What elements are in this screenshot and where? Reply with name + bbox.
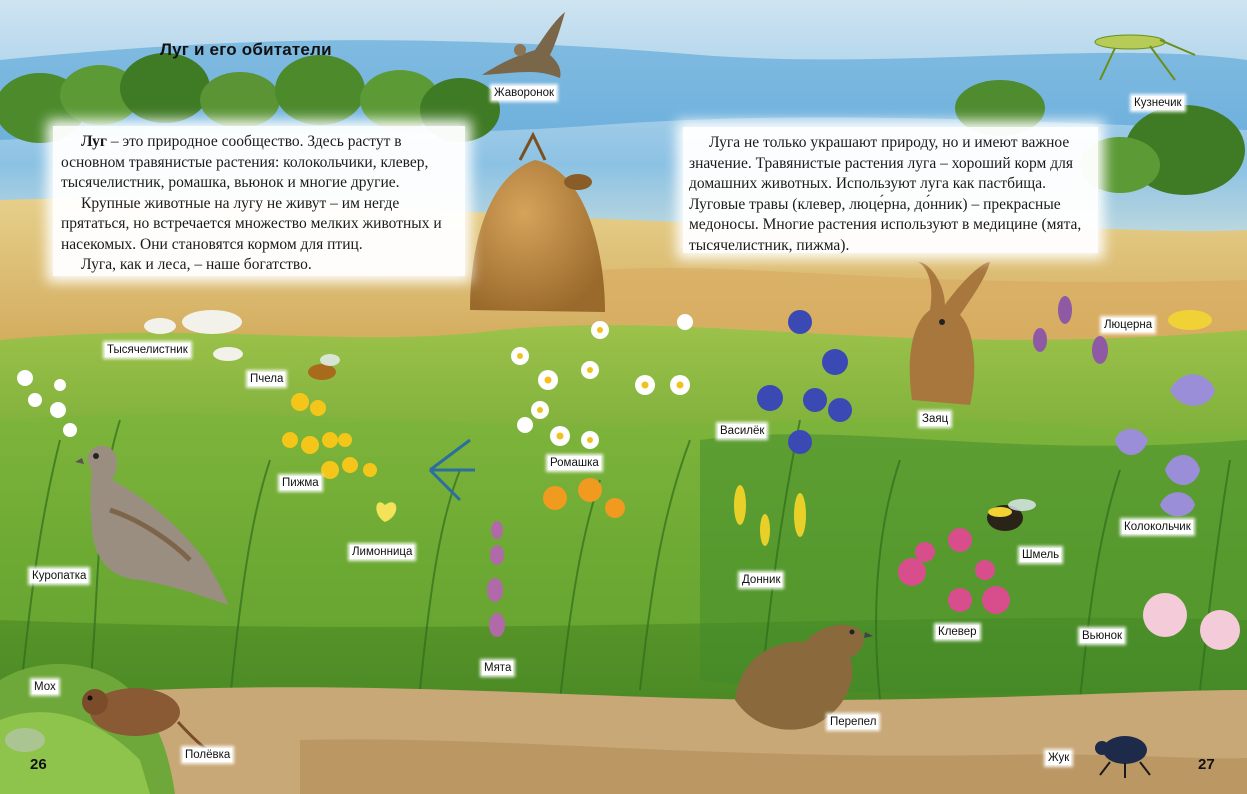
label-quail: Перепел: [830, 716, 877, 728]
label-lucerne: Люцерна: [1104, 319, 1153, 331]
label-yarrow: Тысячелистник: [107, 344, 188, 356]
page-number-left: 26: [30, 756, 47, 773]
label-moss: Мох: [34, 681, 56, 693]
label-melilot: Донник: [742, 574, 781, 586]
text-left-p1: – это природное сообщество. Здесь растут в основном травянистые растения: колокольчики, клевер, тысячелистник, ромашка, вьюнок и многие другие.: [61, 133, 429, 191]
label-clover: Клевер: [938, 626, 977, 638]
term-meadow: Луг: [81, 133, 107, 150]
label-brimstone: Лимонница: [352, 546, 413, 558]
text-left-paragraph-2: Крупные животные на лугу не живут – им негде прятаться, но встречается множество мелких животных и насекомых. Они становятся кормом для птиц.: [61, 194, 442, 253]
label-bindweed: Вьюнок: [1082, 630, 1123, 642]
label-bellflower: Колокольчик: [1124, 521, 1191, 533]
label-bee: Пчела: [250, 373, 284, 385]
text-block-right: [683, 127, 1098, 253]
text-left-paragraph-1: [61, 132, 461, 194]
label-beetle: Жук: [1048, 752, 1070, 764]
label-hare: Заяц: [922, 413, 949, 425]
label-grasshopper: Кузнечик: [1134, 97, 1182, 109]
label-tansy: Пижма: [282, 477, 319, 489]
label-chamomile: Ромашка: [550, 457, 599, 469]
text-block-left: [53, 126, 465, 276]
label-mint: Мята: [484, 662, 512, 674]
yellow-clover: [1168, 310, 1212, 330]
text-right-paragraph-1: Луга не только украшают природу, но и имеют важное значение. Травянистые растения луга – хороший корм для домашних животных. Используют луга как пастбища. Луговые травы (клевер, люце́рна, до́нник) – прекрасные медоносы. Многие растения используют в медицине (мята, тысячелистник, пижма).: [689, 134, 1082, 254]
label-cornflower: Василёк: [720, 425, 765, 437]
label-lark: Жаворонок: [494, 87, 555, 99]
label-vole: Полёвка: [185, 749, 231, 761]
page-title: Луг и его обитатели: [160, 40, 332, 59]
page-number-right: 27: [1198, 756, 1215, 773]
text-left-paragraph-3: Луга, как и леса, – наше богатство.: [81, 256, 312, 273]
label-bumblebee: Шмель: [1022, 549, 1060, 561]
label-partridge: Куропатка: [32, 570, 87, 582]
